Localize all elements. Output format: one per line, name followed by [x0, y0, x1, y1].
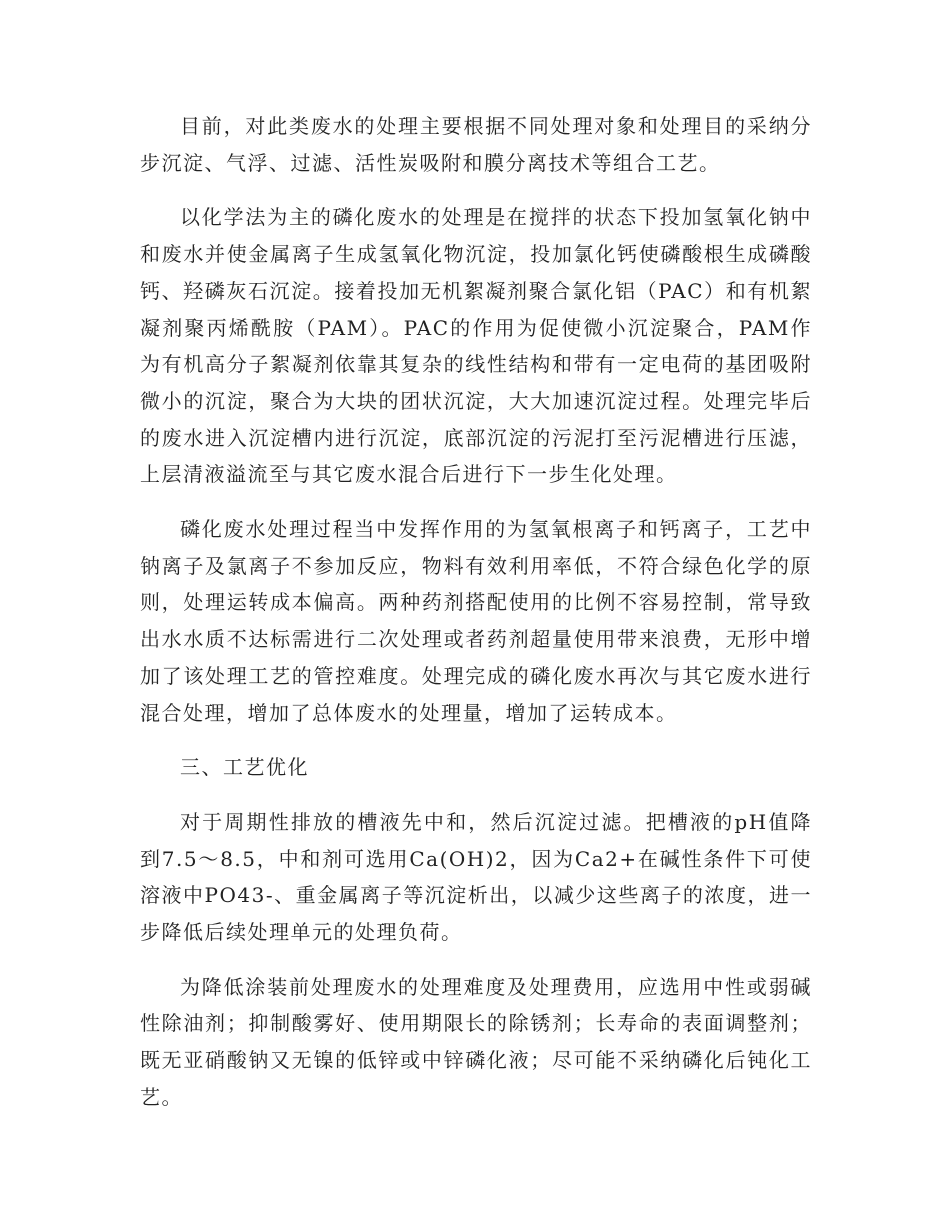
- paragraph-intro: 目前，对此类废水的处理主要根据不同处理对象和处理目的采纳分步沉淀、气浮、过滤、活性炭吸附和膜分离技术等组合工艺。: [140, 114, 812, 175]
- document-body: [140, 108, 812, 1134]
- paragraph-recommendations: 为降低涂装前处理废水的处理难度及处理费用，应选用中性或弱碱性除油剂；抑制酸雾好、使用期限长的除锈剂；长寿命的表面调整剂；既无亚硝酸钠又无镍的低锌或中锌磷化液；尽可能不采纳磷化后钝化工艺。: [140, 974, 812, 1109]
- paragraph-chemical-method: 以化学法为主的磷化废水的处理是在搅拌的状态下投加氢氧化钠中和废水并使金属离子生成氢氧化物沉淀，投加氯化钙使磷酸根生成磷酸钙、羟磷灰石沉淀。接着投加无机絮凝剂聚合氯化铝（PAC）和有机絮凝剂聚丙烯酰胺（PAM）。PAC的作用为促使微小沉淀聚合，PAM作为有机高分子絮凝剂依靠其复杂的线性结构和带有一定电荷的基团吸附微小的沉淀，聚合为大块的团状沉淀，大大加速沉淀过程。处理完毕后的废水进入沉淀槽内进行沉淀，底部沉淀的污泥打至污泥槽进行压滤，上层清液溢流至与其它废水混合后进行下一步生化处理。: [140, 205, 812, 487]
- paragraph-problems: 磷化废水处理过程当中发挥作用的为氢氧根离子和钙离子，工艺中钠离子及氯离子不参加反应，物料有效利用率低，不符合绿色化学的原则，处理运转成本偏高。两种药剂搭配使用的比例不容易控制，常导致出水水质不达标需进行二次处理或者药剂超量使用带来浪费，无形中增加了该处理工艺的管控难度。处理完成的磷化废水再次与其它废水进行混合处理，增加了总体废水的处理量，增加了运转成本。: [140, 517, 812, 725]
- paragraph-neutralization: 对于周期性排放的槽液先中和，然后沉淀过滤。把槽液的pH值降到7.5～8.5，中和剂可选用Ca(OH)2，因为Ca2+在碱性条件下可使溶液中PO43-、重金属离子等沉淀析出，以减少这些离子的浓度，进一步降低后续处理单元的处理负荷。: [140, 809, 812, 945]
- section-heading: 三、工艺优化: [180, 755, 309, 780]
